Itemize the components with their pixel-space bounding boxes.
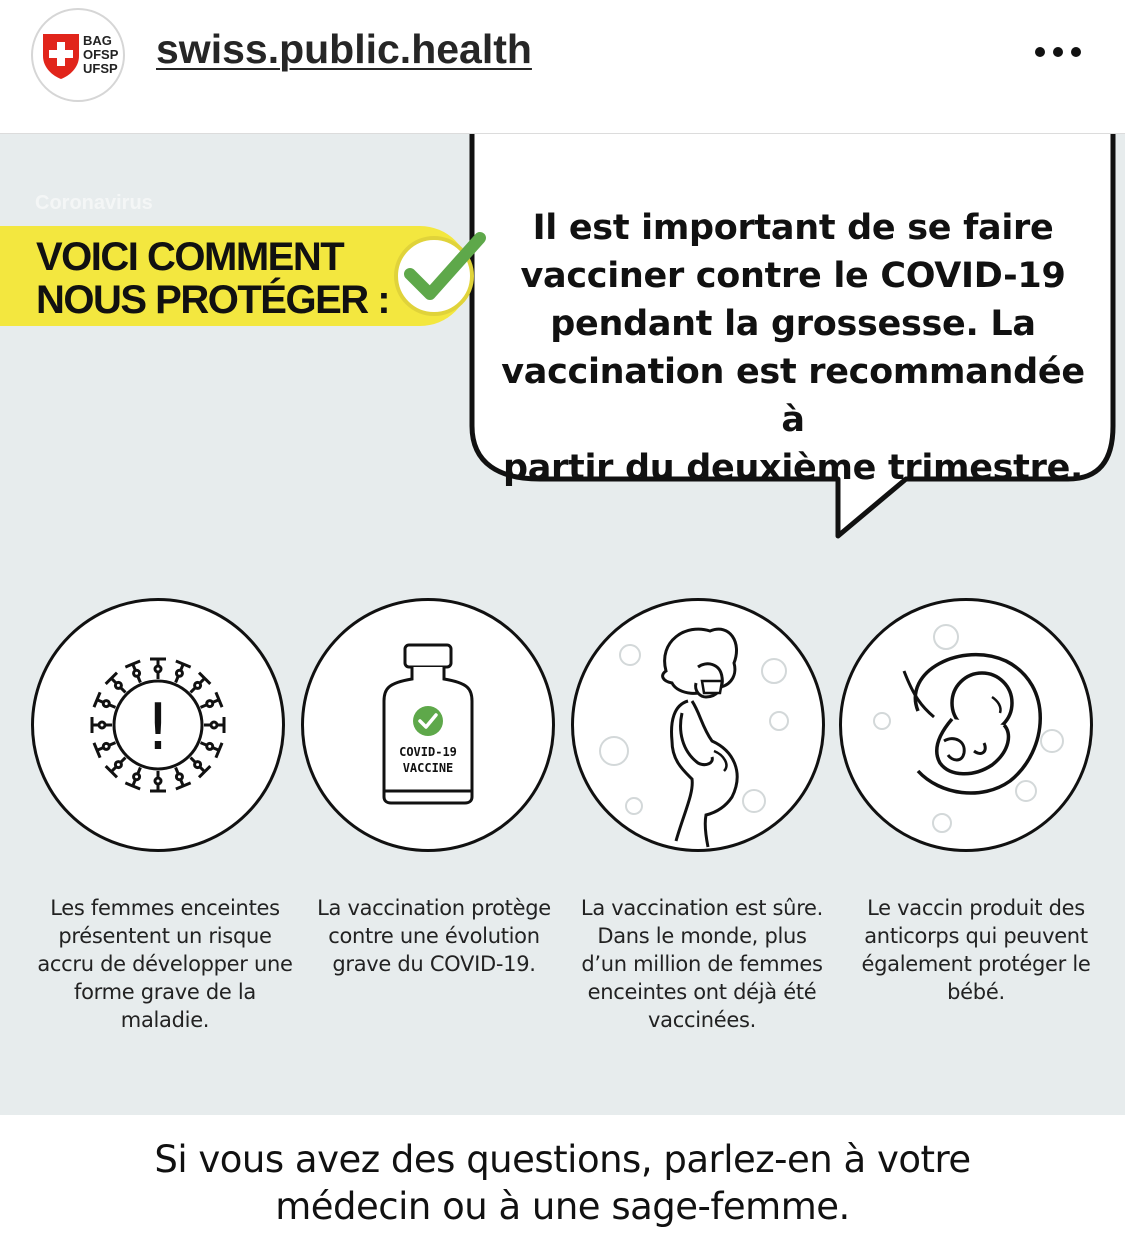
icon-card-risk (31, 598, 285, 852)
icon-card-protection (301, 598, 555, 852)
acronym-line: UFSP (83, 61, 118, 76)
agency-acronyms (83, 34, 118, 76)
post-image[interactable] (0, 134, 1125, 1115)
pregnant-woman-icon (574, 601, 822, 849)
footer-line: médecin ou à une sage-femme. (275, 1185, 850, 1228)
acronym-line: OFSP (83, 47, 119, 62)
account-avatar[interactable] (31, 8, 125, 102)
bubble-line: vacciner contre le COVID-19 (520, 256, 1066, 296)
headline-line: NOUS PROTÉGER : (36, 278, 390, 322)
more-horizontal-icon[interactable] (1030, 38, 1086, 66)
caption-risk: Les femmes enceintes présentent un risque accru de développer une forme grave de la maladie. (37, 896, 293, 1032)
headline (36, 236, 389, 322)
icon-card-antibodies (839, 598, 1093, 852)
bubble-line: Il est important de se faire (532, 208, 1054, 248)
post-header (0, 0, 1125, 134)
virus-warning-icon (34, 601, 282, 849)
caption-antibodies: Le vaccin produit des anticorps qui peuvent également protéger le bébé. (861, 896, 1091, 1004)
svg-text:!: ! (145, 691, 171, 765)
footer-note (0, 1136, 1125, 1230)
icon-card-safety (571, 598, 825, 852)
vaccine-bottle-icon (304, 601, 552, 849)
caption-protection: La vaccination protège contre une évolution grave du COVID-19. (317, 896, 551, 976)
vaccine-label-line1: COVID-19 (399, 745, 457, 759)
vaccine-label-line2: VACCINE (402, 761, 454, 775)
bubble-line: vaccination est recommandée à (501, 352, 1085, 440)
headline-line: VOICI COMMENT (36, 235, 344, 279)
footer-line: Si vous avez des questions, parlez-en à votre (154, 1138, 971, 1181)
swiss-shield-icon (41, 32, 81, 80)
bubble-line: pendant la grossesse. La (550, 304, 1036, 344)
fetus-icon (842, 601, 1090, 849)
acronym-line: BAG (83, 33, 112, 48)
topic-tag: Coronavirus (35, 192, 153, 214)
account-name-link[interactable]: swiss.public.health (156, 26, 532, 72)
check-circle-icon (388, 224, 486, 322)
caption-safety: La vaccination est sûre. Dans le monde, plus d’un million de femmes enceintes ont déjà été vaccinées. (580, 896, 824, 1032)
bubble-text (488, 204, 1098, 492)
bubble-line: partir du deuxième trimestre. (502, 448, 1084, 488)
